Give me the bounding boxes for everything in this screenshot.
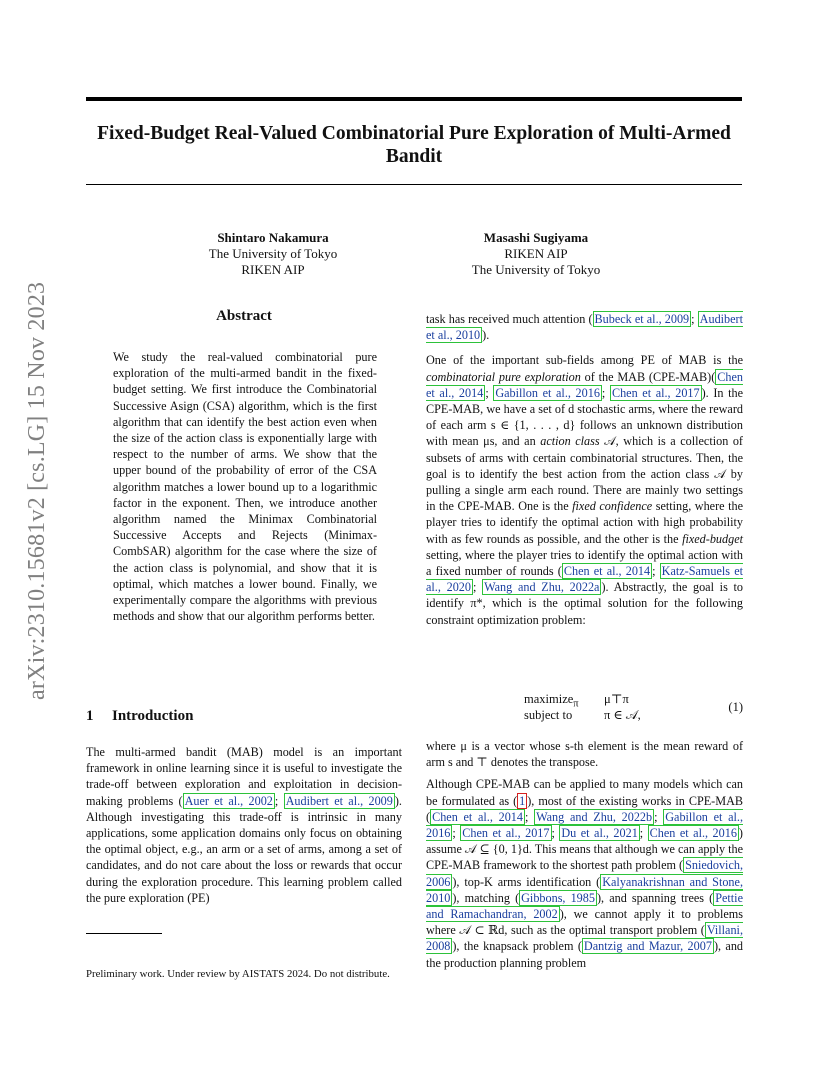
emphasis: fixed-budget bbox=[682, 531, 743, 546]
citation-link[interactable]: Chen et al., 2014 bbox=[563, 564, 651, 579]
author-affiliation: The University of Tokyo bbox=[471, 262, 601, 277]
emphasis: fixed confidence bbox=[572, 499, 653, 514]
author-block-2 bbox=[416, 230, 656, 278]
text-run: ; bbox=[551, 826, 560, 841]
text-run: ), and spanning trees ( bbox=[596, 890, 714, 905]
citation-link[interactable]: Sniedovich, 2006 bbox=[426, 858, 743, 889]
citation-link[interactable]: Kalyanakrishnan and Stone, 2010 bbox=[426, 874, 743, 905]
text-run: ) assume 𝒜 ⊆ {0, 1}d. This means that although we can apply the CPE-MAB framework to the shortest path problem ( bbox=[426, 826, 743, 873]
text-run: task has received much attention ( bbox=[426, 312, 593, 326]
text-run: ). Although investigating this trade-off is intrinsic in many applications, some application domains only focus on obtaining the optimal object, e.g., an arm or a set of arms, among a set of candidates, and do not care about the loss or rewards that occur during the exploration procedure. This learning problem called the pure exploration (PE) bbox=[86, 793, 402, 905]
text-run: ; bbox=[639, 826, 648, 841]
text-run: ), and the production planning problem bbox=[426, 939, 744, 970]
text-run: setting, where the player tries to identify the optimal action with a fixed number of rounds ( bbox=[426, 547, 743, 579]
equation-number: (1) bbox=[728, 700, 743, 714]
abstract-heading: Abstract bbox=[216, 308, 272, 324]
title-top-rule bbox=[86, 97, 742, 101]
section-title: Introduction bbox=[112, 708, 194, 724]
footnote-rule bbox=[86, 933, 162, 934]
text-run: ), most of the existing works in CPE-MAB ( bbox=[426, 793, 744, 824]
equation-line-2: subject to bbox=[524, 708, 573, 722]
text-run: ), we cannot apply it to problems where 𝒜 ⊂ ℝd, such as the optimal transport problem ( bbox=[426, 907, 744, 938]
text-run: Although CPE-MAB can be applied to many models which can be formulated as ( bbox=[426, 777, 743, 808]
citation-link[interactable]: Audibert et al., 2010 bbox=[426, 312, 743, 343]
citation-link[interactable]: Pettie and Ramachandran, 2002 bbox=[426, 890, 743, 922]
footnote: Preliminary work. Under review by AISTATS 2024. Do not distribute. bbox=[86, 968, 390, 980]
citation-link[interactable]: Gabillon et al., 2016 bbox=[495, 385, 600, 400]
text-run: One of the important sub-fields among PE of MAB is the bbox=[426, 353, 743, 368]
eq-label: maximize bbox=[524, 692, 574, 706]
paragraph-although bbox=[426, 776, 743, 970]
intro-paragraph-left bbox=[86, 744, 402, 906]
paragraph-where: where μ is a vector whose s-th element is the mean reward of arm s and ⊤ denotes the transpose. bbox=[426, 739, 743, 770]
author-affiliation: The University of Tokyo bbox=[208, 246, 338, 261]
citation-link[interactable]: Villani, 2008 bbox=[426, 923, 743, 954]
paragraph-cpe-mab bbox=[426, 352, 743, 627]
text-run: ; bbox=[452, 826, 461, 841]
right-column-top bbox=[426, 311, 743, 633]
citation-link[interactable]: Chen et al., 2017 bbox=[462, 826, 550, 841]
citation-link[interactable]: Gibbons, 1985 bbox=[521, 890, 595, 905]
equation-1 bbox=[426, 689, 743, 725]
citation-link[interactable]: Dantzig and Mazur, 2007 bbox=[583, 939, 712, 954]
author-block-1 bbox=[153, 230, 393, 278]
citation-link[interactable]: Katz-Samuels et al., 2020 bbox=[426, 564, 743, 595]
abstract-text: We study the real-valued combinatorial pure exploration of the multi-armed bandit in the fixed-budget setting. We first introduce the Combinatorial Successive Asign (CSA) algorithm, which is the first algorithm that can identify the best action even when the size of the action class is exponentially large with respect to the number of arms. We show that the upper bound of the probability of error of the CSA algorithm matches a lower bound up to a logarithmic factor in the exponent. Then, we introduce another algorithm named the Minimax Combinatorial Successive Accepts and Rejects (Minimax-CombSAR) algorithm for the case where the size of the action class is polynomial, and show that it is optimal, which matches a lower bound. Finally, we experimentally compare the algorithms with previous methods and show that our algorithm performs better. bbox=[113, 350, 377, 624]
citation-link[interactable]: Du et al., 2021 bbox=[561, 826, 638, 841]
text-run: ). In the CPE-MAB, we have a set of d stochastic arms, where the reward of each arm s ∈ {1, . . . , d} follows an unknown distribution with mean μs, and an bbox=[426, 385, 744, 449]
text-run: ), top-K arms identification ( bbox=[452, 874, 601, 889]
text-run: ; bbox=[525, 809, 535, 824]
emphasis: action class bbox=[540, 434, 600, 449]
text-run: setting, where the player tries to identify the optimal action with high probability with as few rounds as possible, and the other is the bbox=[426, 499, 743, 546]
text-run: ; bbox=[654, 809, 664, 824]
arxiv-stamp: arXiv:2310.15681v2 [cs.LG] 15 Nov 2023 bbox=[24, 281, 50, 700]
text-run: ; bbox=[274, 793, 284, 808]
paper-title: Fixed-Budget Real-Valued Combinatorial Pure Exploration of Multi-Armed Bandit bbox=[97, 123, 731, 167]
right-column-bottom bbox=[426, 738, 743, 977]
text-run: The multi-armed bandit (MAB) model is an important framework in online learning since it is useful to investigate the trade-off between exploration and exploitation in decision-making problems ( bbox=[86, 745, 402, 808]
text-run: ; bbox=[601, 385, 610, 400]
equation-ref-link[interactable]: 1 bbox=[519, 793, 526, 808]
text-run: ; bbox=[485, 385, 494, 400]
text-run: ). Abstractly, the goal is to identify π*, which is the optimal solution for the following constraint optimization problem: bbox=[426, 580, 744, 627]
emphasis: combinatorial pure exploration bbox=[426, 369, 581, 384]
author-affiliation: RIKEN AIP bbox=[504, 246, 568, 261]
citation-link[interactable]: Chen et al., 2017 bbox=[611, 385, 700, 400]
eq-subscript: π bbox=[573, 698, 579, 710]
text-run: of the MAB (CPE-MAB)( bbox=[580, 369, 716, 384]
text-run: ; bbox=[691, 312, 698, 326]
text-run: ), matching ( bbox=[452, 890, 520, 905]
text-run: ; bbox=[652, 564, 660, 579]
citation-link[interactable]: Bubeck et al., 2009 bbox=[594, 312, 690, 326]
citation-link[interactable]: Chen et al., 2014 bbox=[432, 809, 523, 824]
author-name: Shintaro Nakamura bbox=[217, 230, 329, 245]
citation-link[interactable]: Wang and Zhu, 2022a bbox=[484, 580, 600, 595]
author-name: Masashi Sugiyama bbox=[483, 230, 589, 245]
text-run: ; bbox=[473, 580, 483, 595]
citation-link[interactable]: Gabillon et al., 2016 bbox=[426, 809, 743, 841]
citation-link[interactable]: Audibert et al., 2009 bbox=[285, 793, 393, 808]
author-affiliation: RIKEN AIP bbox=[241, 262, 305, 277]
text-run: 𝒜, which is a collection of subsets of arms with certain combinatorial structures. Then, the goal is to identify the best action from the action class 𝒜 by pulling a single arm each round. There are mainly two settings in the CPE-MAB. One is the bbox=[426, 434, 743, 514]
eq-constraint: π ∈ 𝒜, bbox=[604, 708, 641, 722]
text-run: ). bbox=[482, 328, 490, 343]
title-bottom-rule bbox=[86, 184, 742, 185]
citation-link[interactable]: Wang and Zhu, 2022b bbox=[536, 809, 653, 824]
eq-objective: μ⊤π bbox=[604, 692, 629, 706]
section-heading bbox=[86, 708, 193, 725]
citation-link[interactable]: Auer et al., 2002 bbox=[184, 793, 273, 808]
section-number: 1 bbox=[86, 708, 94, 724]
text-run: ), the knapsack problem ( bbox=[452, 939, 582, 954]
paragraph-continued bbox=[426, 311, 743, 343]
citation-link[interactable]: Chen et al., 2016 bbox=[649, 826, 737, 841]
citation-link[interactable]: Chen et al., 2014 bbox=[426, 369, 743, 400]
